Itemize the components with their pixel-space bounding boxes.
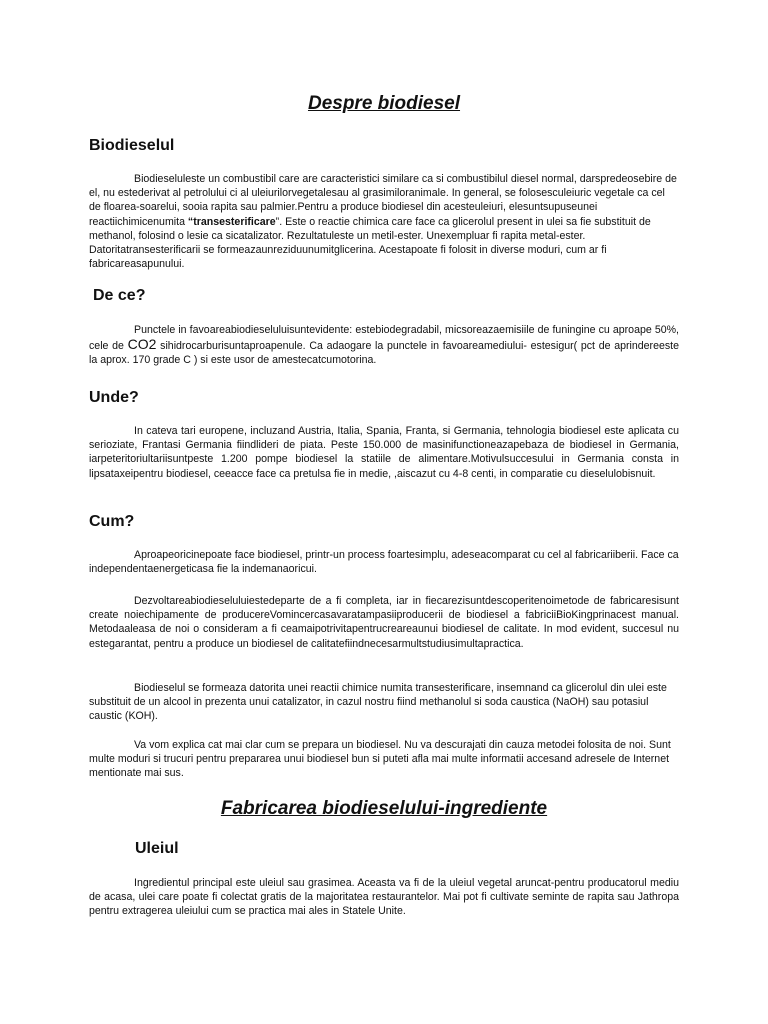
paragraph-cum-1 (89, 548, 679, 576)
paragraph-unde (89, 424, 679, 481)
co2-co: CO (127, 336, 149, 353)
co2-subscript: 2 (148, 336, 157, 353)
paragraph-text: Dezvoltareabiodieseluluiestedeparte de a fi completa, iar in fiecarezisuntdescoperitenoimetode de fabricaresisunt create noiechipamente de producereVomincercasavaratampasiiproducerii de biodiesel a fabriciiBioKingprinacest manual. Metodaaleasa de noi o consideram a fi ceamaipotrivitapentrucreareaunui biodiesel de calitate. In mod evident, succesul nu estegarantat, pentru a produce un biodiesel de calitatefiindnecesarmultstudiusimultapractica. (89, 595, 679, 650)
paragraph-text: Va vom explica cat mai clar cum se prepara un biodiesel. Nu va descurajati din cauza metodei folosita de noi. Sunt multe moduri si trucuri pentru prepararea unui biodiesel bun si puteti afla mai multe informatii accesand adresele de Internet mentionate mai sus. (89, 739, 671, 780)
paragraph-cum-4 (89, 738, 679, 781)
paragraph-text: Punctele in favoareabiodieseluluisuntevidente: estebiodegradabil, micsoreazaemisiile de funingine cu aproape 50%, cele de (89, 324, 679, 353)
bold-term: “transesterificare (187, 215, 276, 228)
paragraph-text-tail: sihidrocarburisuntaproapenule. Ca adaogare la punctele in favoareamediului- estesigur( pct de aprindereeste la aprox. 170 grade C ) si este usor de amestecatcumotorina. (89, 340, 679, 367)
paragraph-text: Aproapeoricinepoate face biodiesel, printr-un process foartesimplu, adeseacomparat cu cel al fabricariiberii. Face ca independentaenergeticasa fie la indemanaoricui. (89, 549, 679, 576)
paragraph-uleiul (89, 876, 679, 919)
paragraph-text: Biodieselul se formeaza datorita unei reactii chimice numita transesterificare, insemnand ca glicerolul din ulei este substituit de un alcool in prezenta unui catalizator, in cazul nostru fiind methanolul si soda caustica (NaOH) sau potasiul caustic (KOH). (89, 682, 667, 723)
heading-de-ce: De ce? (93, 287, 146, 304)
paragraph-text: In cateva tari europene, incluzand Austria, Italia, Spania, Franta, si Germania, tehnologia biodiesel este aplicata cu serioziate, Frantasi Germania fiindlideri de piata. Peste 150.000 de masinifunctioneazapebaza de biodiesel in Germania, iarpeteritoriultariisuntpeste 1.200 pompe biodiesel la statiile de alimentare.Motivulsuccesului in Germania consta in lipsataxeipentru biodiesel, ceeacce face ca pretulsa fie in medie, ,aiscazut cu 4-8 centi, in comparatie cu dieselulobisnuit. (89, 425, 679, 480)
paragraph-de-ce (89, 323, 679, 368)
paragraph-cum-3 (89, 681, 679, 724)
page-title: Despre biodiesel (307, 93, 461, 114)
paragraph-cum-2 (89, 594, 679, 651)
paragraph-biodieselul (89, 172, 679, 271)
heading-unde: Unde? (89, 389, 139, 406)
heading-cum: Cum? (89, 513, 135, 530)
co2-formula (128, 336, 157, 352)
heading-uleiul: Uleiul (135, 840, 179, 857)
paragraph-text-tail: ”. Este o reactie chimica care face ca glicerolul present in ulei sa fie substituit de methanol, folosind o lesie ca sicatalizator. Rezultatuleste un metil-ester. Unexempluar fi rapita metal-ester. Datoritatransesterificarii se formeazaunreziduunumitglicerina. Acestapoate fi folosit in diverse moduri, cum ar fi fabricareasapunului. (89, 215, 651, 271)
paragraph-text: Biodieseluleste un combustibil care are caracteristici similare ca si combustibilul diesel normal, darspredeosebire de el, nu estederivat al petrolului ci al uleiurilorvegetalesau al grasimiloranimale. In general, se folosesculeiuric vegetale ca cel de floarea-soarelui, sooia rapita sau palmier.Pentru a produce biodiesel din acesteuleiuri, elesuntsupuseunei reactiichimicenumita (89, 173, 677, 228)
heading-biodieselul: Biodieselul (89, 137, 175, 154)
section-title-ingrediente: Fabricarea biodieselului-ingrediente (220, 798, 548, 819)
paragraph-text: Ingredientul principal este uleiul sau grasimea. Aceasta va fi de la uleiul vegetal aruncat-pentru producatorul mediu de acasa, ulei care poate fi colectat gratis de la majoritatea restaurantelor. Mai pot fi cultivate seminte de rapita sau Jathropa pentru extragerea uleiului cum se practica mai ales in Statele Unite. (89, 877, 679, 918)
